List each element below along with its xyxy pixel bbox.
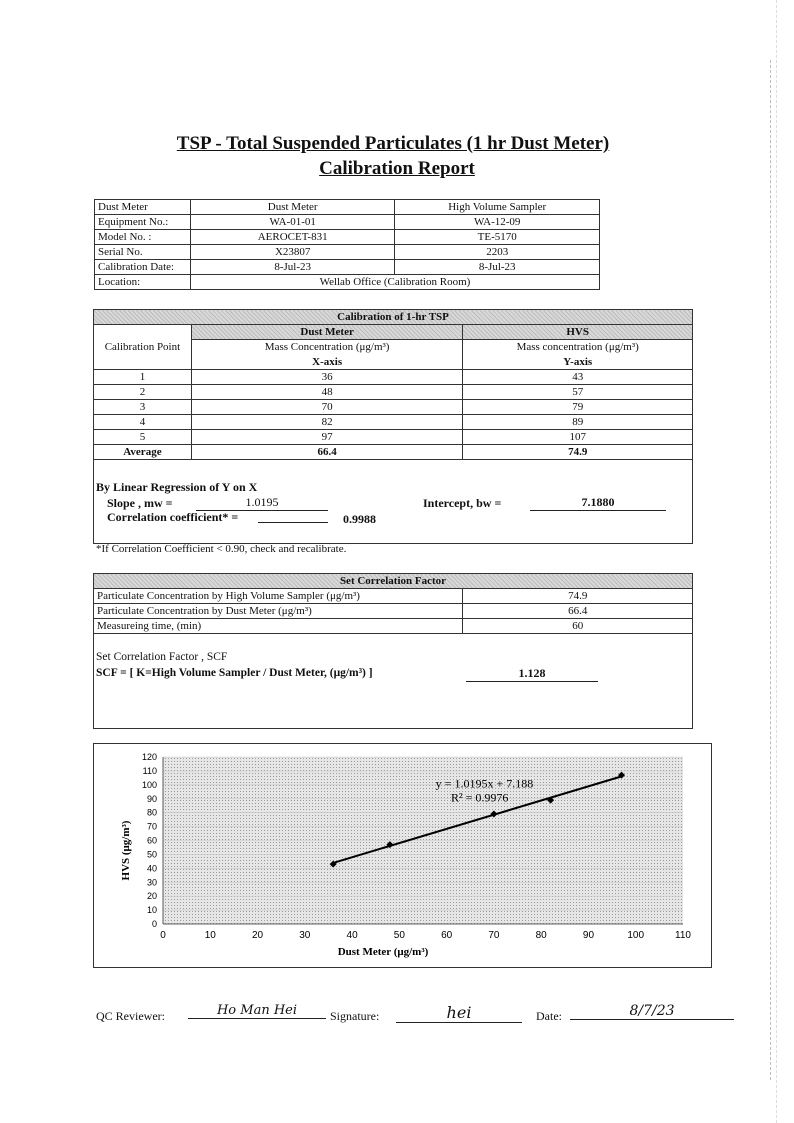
row-label: Calibration Date: xyxy=(95,260,191,275)
signature-value: hei xyxy=(396,1003,522,1023)
x-tick-label: 20 xyxy=(251,930,264,941)
scf-row-value: 60 xyxy=(463,619,693,634)
hvs-value: 8-Jul-23 xyxy=(395,260,600,275)
x-value: 36 xyxy=(191,370,463,385)
equipment-table xyxy=(94,199,600,290)
table-row xyxy=(94,370,693,385)
date-label: Date: xyxy=(536,1009,562,1023)
calibration-point-label: Calibration Point xyxy=(94,325,192,370)
y-tick-label: 70 xyxy=(146,821,157,832)
table-row xyxy=(95,245,600,260)
row-label: Model No. : xyxy=(95,230,191,245)
table-row xyxy=(94,589,693,604)
x-tick-label: 80 xyxy=(535,930,547,941)
report-title-line1: TSP - Total Suspended Particulates (1 hr Dust Meter) xyxy=(176,133,610,154)
x-tick-label: 40 xyxy=(346,930,358,941)
point-number: 2 xyxy=(94,385,192,400)
table-row xyxy=(95,275,600,290)
row-label: Equipment No.: xyxy=(95,215,191,230)
x-tick-label: 30 xyxy=(299,930,311,941)
report-title-line2: Calibration Report xyxy=(319,158,475,179)
regression-title: By Linear Regression of Y on X xyxy=(96,480,258,494)
scf-table xyxy=(93,573,693,634)
table-row xyxy=(94,385,693,400)
x-value: 70 xyxy=(191,400,463,415)
slope-label: Slope , mw = xyxy=(107,496,173,510)
x-value: 97 xyxy=(191,430,463,445)
y-tick-label: 50 xyxy=(146,849,157,860)
y-value: 79 xyxy=(463,400,693,415)
y-tick-label: 0 xyxy=(151,919,157,929)
x-axis-label: X-axis xyxy=(191,355,463,370)
scf-row-value: 66.4 xyxy=(463,604,693,619)
dm-value: WA-01-01 xyxy=(190,215,395,230)
y-tick-label: 30 xyxy=(146,877,157,888)
y-axis-label: Y-axis xyxy=(463,355,693,370)
table-row xyxy=(95,260,600,275)
calibration-header: Calibration of 1-hr TSP xyxy=(94,310,693,325)
scan-edge-line xyxy=(770,60,771,1080)
table-row xyxy=(94,604,693,619)
x-tick-label: 90 xyxy=(582,930,595,941)
hvs-header: HVS xyxy=(463,325,693,340)
hvs-value: WA-12-09 xyxy=(395,215,600,230)
row-label: Dust Meter xyxy=(95,200,191,215)
y-tick-label: 90 xyxy=(146,793,157,804)
scf-row-value: 74.9 xyxy=(463,589,693,604)
y-tick-label: 80 xyxy=(146,807,157,818)
hvs-value: High Volume Sampler xyxy=(395,200,600,215)
average-x: 66.4 xyxy=(191,445,463,460)
average-y: 74.9 xyxy=(463,445,693,460)
point-number: 1 xyxy=(94,370,192,385)
hvs-value: 2203 xyxy=(395,245,600,260)
average-label: Average xyxy=(94,445,192,460)
scf-value: 1.128 xyxy=(466,666,598,682)
y-tick-label: 40 xyxy=(146,863,157,874)
table-row xyxy=(94,415,693,430)
date-value: 8/7/23 xyxy=(570,1003,734,1020)
slope-value: 1.0195 xyxy=(196,495,328,511)
qc-reviewer-label: QC Reviewer: xyxy=(96,1009,165,1023)
y-tick-label: 110 xyxy=(142,765,157,776)
x-tick-label: 10 xyxy=(204,930,216,941)
scf-row-label: Measureing time, (min) xyxy=(94,619,463,634)
dm-value: Dust Meter xyxy=(190,200,395,215)
correlation-label: Correlation coefficient* = xyxy=(107,510,239,524)
y-tick-label: 100 xyxy=(141,779,157,790)
hvs-unit-label: Mass concentration (μg/m³) xyxy=(463,340,693,355)
dm-value: 8-Jul-23 xyxy=(190,260,395,275)
y-axis-title: HVS (μg/m³) xyxy=(120,820,132,881)
y-tick-label: 60 xyxy=(146,835,157,846)
r-squared-label: R² = 0.9976 xyxy=(451,790,509,805)
scf-row-label: Particulate Concentration by Dust Meter (μg/m³) xyxy=(94,604,463,619)
y-tick-label: 10 xyxy=(146,905,157,916)
table-row xyxy=(95,200,600,215)
point-number: 3 xyxy=(94,400,192,415)
correlation-underline xyxy=(258,508,328,523)
row-label: Location: xyxy=(95,275,191,290)
x-tick-label: 70 xyxy=(488,930,500,941)
scf-title: Set Correlation Factor , SCF xyxy=(96,651,228,663)
scf-header: Set Correlation Factor xyxy=(94,574,693,589)
dm-value: X23807 xyxy=(190,245,395,260)
correlation-value: 0.9988 xyxy=(343,512,376,526)
calibration-chart xyxy=(93,743,711,967)
x-tick-label: 50 xyxy=(393,930,405,941)
signature-label: Signature: xyxy=(330,1009,380,1023)
x-tick-label: 110 xyxy=(675,930,691,941)
table-row xyxy=(94,430,693,445)
x-tick-label: 100 xyxy=(627,930,645,941)
x-tick-label: 60 xyxy=(441,930,453,941)
y-value: 107 xyxy=(463,430,693,445)
y-value: 43 xyxy=(463,370,693,385)
table-row xyxy=(94,400,693,415)
x-tick-label: 0 xyxy=(160,930,166,941)
location-value: Wellab Office (Calibration Room) xyxy=(190,275,599,290)
point-number: 4 xyxy=(94,415,192,430)
y-tick-label: 20 xyxy=(146,891,157,902)
x-value: 82 xyxy=(191,415,463,430)
table-row xyxy=(94,619,693,634)
average-row xyxy=(94,445,693,460)
hvs-value: TE-5170 xyxy=(395,230,600,245)
row-label: Serial No. xyxy=(95,245,191,260)
y-tick-label: 120 xyxy=(141,752,157,762)
table-row xyxy=(95,230,600,245)
qc-reviewer-signature: Ho Man Hei xyxy=(188,1003,326,1019)
dust-meter-header: Dust Meter xyxy=(191,325,463,340)
trendline-equation: y = 1.0195x + 7.188 xyxy=(435,776,534,791)
intercept-label: Intercept, bw = xyxy=(423,496,502,510)
scf-formula: SCF = [ K=High Volume Sampler / Dust Meter, (μg/m³) ] xyxy=(96,667,373,679)
dm-unit-label: Mass Concentration (μg/m³) xyxy=(191,340,463,355)
y-value: 89 xyxy=(463,415,693,430)
x-value: 48 xyxy=(191,385,463,400)
dm-value: AEROCET-831 xyxy=(190,230,395,245)
y-value: 57 xyxy=(463,385,693,400)
scf-row-label: Particulate Concentration by High Volume Sampler (μg/m³) xyxy=(94,589,463,604)
table-row xyxy=(95,215,600,230)
calibration-table xyxy=(93,309,693,460)
x-axis-title: Dust Meter (μg/m³) xyxy=(337,946,429,958)
intercept-value: 7.1880 xyxy=(530,495,666,511)
point-number: 5 xyxy=(94,430,192,445)
recalibration-note: *If Correlation Coefficient < 0.90, check and recalibrate. xyxy=(96,543,347,555)
